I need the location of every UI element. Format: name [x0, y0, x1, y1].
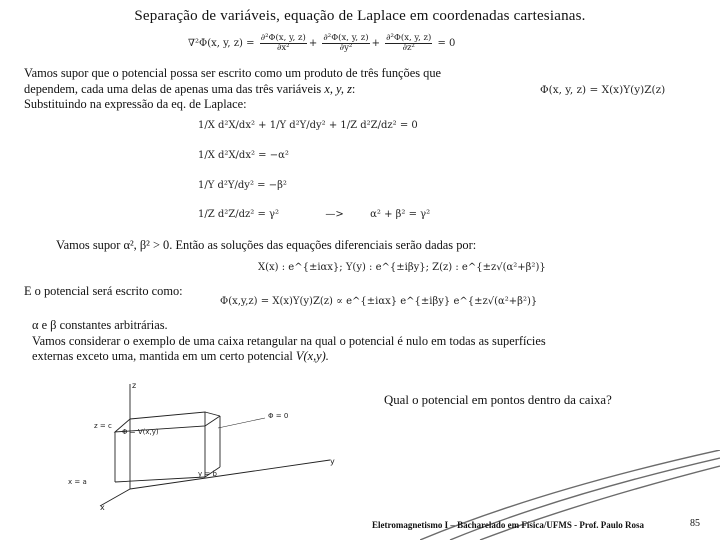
label-y-b: y = b [198, 470, 217, 478]
rectangular-box-diagram [60, 374, 360, 524]
axis-label-y: y [330, 457, 335, 466]
label-x-a: x = a [68, 478, 87, 486]
separated-equation-3: 1/Y d²Y/dy² = −β² [198, 180, 287, 191]
separated-equation-2: 1/X d²X/dx² = −α² [198, 150, 289, 161]
box-example-paragraph: α e β constantes arbitrárias. Vamos considerar o exemplo de uma caixa retangular na qual o potencial é nulo em todas as superfícies externas exceto uma, mantida em um certo potencial V(x,y). [32, 318, 546, 363]
y-axis [130, 460, 330, 489]
separated-equation-4: 1/Z d²Z/dz² = γ² —> α² + β² = γ² [198, 209, 431, 220]
laplace-lhs: ∇²Φ(x, y, z) = [188, 38, 255, 49]
footer-credit: Eletromagnetismo I – Bacharelado em Física/UFMS - Prof. Paulo Rosa [372, 520, 644, 530]
axis-label-z: z [132, 381, 137, 390]
product-equation: Φ(x, y, z) = X(x)Y(y)Z(z) [540, 84, 666, 96]
potential-equation: Φ(x,y,z) = X(x)Y(y)Z(z) ∝ e^{±iαx} e^{±iβy} e^{±z√(α²+β²)} [220, 296, 538, 307]
label-z-c: z = c [94, 422, 112, 430]
implies-arrow: —> [325, 209, 344, 220]
label-phi-zero: Φ = 0 [268, 412, 289, 420]
label-phi-v: Φ = V(x,y) [122, 428, 159, 436]
axis-label-x: x [100, 503, 105, 512]
assumption-text: Vamos supor α², β² > 0. Então as soluções das equações diferenciais serão dadas por: [56, 238, 477, 252]
page-title: Separação de variáveis, equação de Laplace em coordenadas cartesianas. [134, 8, 586, 24]
page-number: 85 [690, 518, 700, 529]
separated-equation-1: 1/X d²X/dx² + 1/Y d²Y/dy² + 1/Z d²Z/dz² = 0 [198, 120, 418, 131]
potential-intro-text: E o potencial será escrito como: [24, 284, 183, 298]
intro-paragraph: Vamos supor que o potencial possa ser escrito como um produto de três funções que dependem, cada uma delas de apenas uma das três variáveis x, y, z: Substituindo na expressão da eq. de Laplace: [24, 66, 442, 111]
solutions-equation: X(x) : e^{±iαx}; Y(y) : e^{±iβy}; Z(z) : e^{±z√(α²+β²)} [258, 262, 546, 273]
question-text: Qual o potencial em pontos dentro da caixa? [384, 393, 612, 407]
laplace-equation: ∇²Φ(x, y, z) = $\frac{\text{∂²Φ(x, y, z)}}{\text{∂x²}}$ + $\frac{\text{∂²Φ(x, y, z)}}{\text{∂y²}}$ + $\frac{\text{∂²Φ(x, y, z)}}{\text{∂z²}}$ = 0 [188, 33, 456, 53]
